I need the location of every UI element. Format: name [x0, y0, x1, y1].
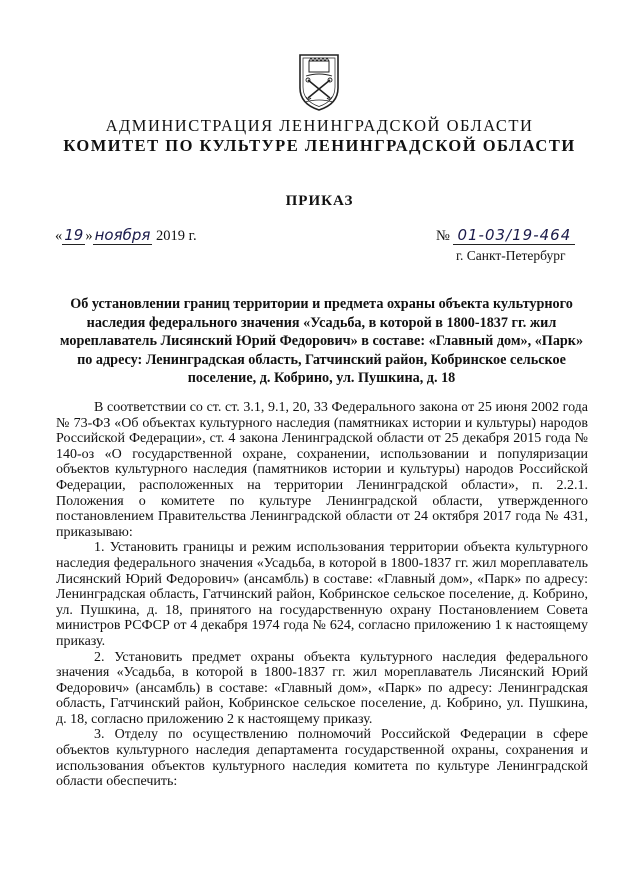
document-city: г. Санкт-Петербург — [456, 248, 566, 263]
paragraph-2: 2. Установить предмет охраны объекта культурного наследия федерального значения «Усадьба, в которой в 1800-1837 гг. жил мореплаватель Лисянский Юрий Федорович» (ансамбль) в составе: «Главный дом», «Парк» по адресу: Ленинградская область, Гатчинский район, Кобринское сельское поселение, д. Кобрино, ул. Пушкина, д. 18, согласно приложению 2 к настоящему приказу. — [56, 649, 588, 727]
date-year: 2019 г. — [156, 228, 197, 244]
document-date — [55, 226, 197, 245]
number-value: 01-03/19-464 — [453, 226, 575, 245]
date-month: ноября — [94, 226, 151, 244]
paragraph-1: 1. Установить границы и режим использования территории объекта культурного наследия федерального значения «Усадьба, в которой в 1800-1837 гг. жил мореплаватель Лисянский Юрий Федорович» (ансамбль) в составе: «Главный дом», «Парк» по адресу: Ленинградская область, Гатчинский район, Кобринское сельское поселение, д. Кобрино, ул. Пушкина, д. 18, принятого на государственную охрану Постановлением Совета министров РСФСР от 4 декабря 1974 года № 624, согласно приложению 1 к настоящему приказу. — [56, 540, 588, 649]
paragraph-preamble: В соответствии со ст. ст. 3.1, 9.1, 20, 33 Федерального закона от 25 июня 2002 года № 73-ФЗ «Об объектах культурного наследия (памятниках истории и культуры) народов Российской Федерации», ст. 4 закона Ленинградской области от 25 декабря 2015 года № 140-оз «О государственной охране, сохранении, использовании и популяризации объектов культурного наследия (памятников истории и культуры) народов Российской Федерации, расположенных на территории Ленинградской области», п. 2.2.1. Положения о комитете по культуре Ленинградской области, утвержденного постановлением Правительства Ленинградской области от 24 октября 2017 года № 431, приказываю: — [56, 400, 588, 540]
date-close-quote: » — [85, 228, 93, 244]
document-body — [56, 400, 588, 790]
document-title: Об установлении границ территории и предмета охраны объекта культурного наследия федерального значения «Усадьба, в которой в 1800-1837 гг. жил мореплаватель Лисянский Юрий Федорович» в составе: «Главный дом», «Парк» по адресу: Ленинградская область, Гатчинский район, Кобринское сельское поселение, д. Кобрино, ул. Пушкина, д. 18 — [59, 296, 584, 387]
org-name-administration: АДМИНИСТРАЦИЯ ЛЕНИНГРАДСКОЙ ОБЛАСТИ — [105, 116, 534, 135]
paragraph-3: 3. Отделу по осуществлению полномочий Российской Федерации в сфере объектов культурного наследия департамента государственной охраны, сохранения и использования объектов культурного наследия комитета по культуре Ленинградской области обеспечить: — [56, 727, 588, 790]
coat-of-arms-shield-icon — [297, 52, 341, 112]
document-type: ПРИКАЗ — [285, 193, 354, 209]
date-day: 19 — [64, 226, 84, 244]
date-open-quote: « — [55, 228, 63, 244]
coat-of-arms-icon — [297, 52, 341, 112]
document-number — [436, 226, 575, 245]
number-prefix: № — [436, 228, 450, 244]
org-name-committee: КОМИТЕТ ПО КУЛЬТУРЕ ЛЕНИНГРАДСКОЙ ОБЛАСТИ — [63, 136, 576, 155]
